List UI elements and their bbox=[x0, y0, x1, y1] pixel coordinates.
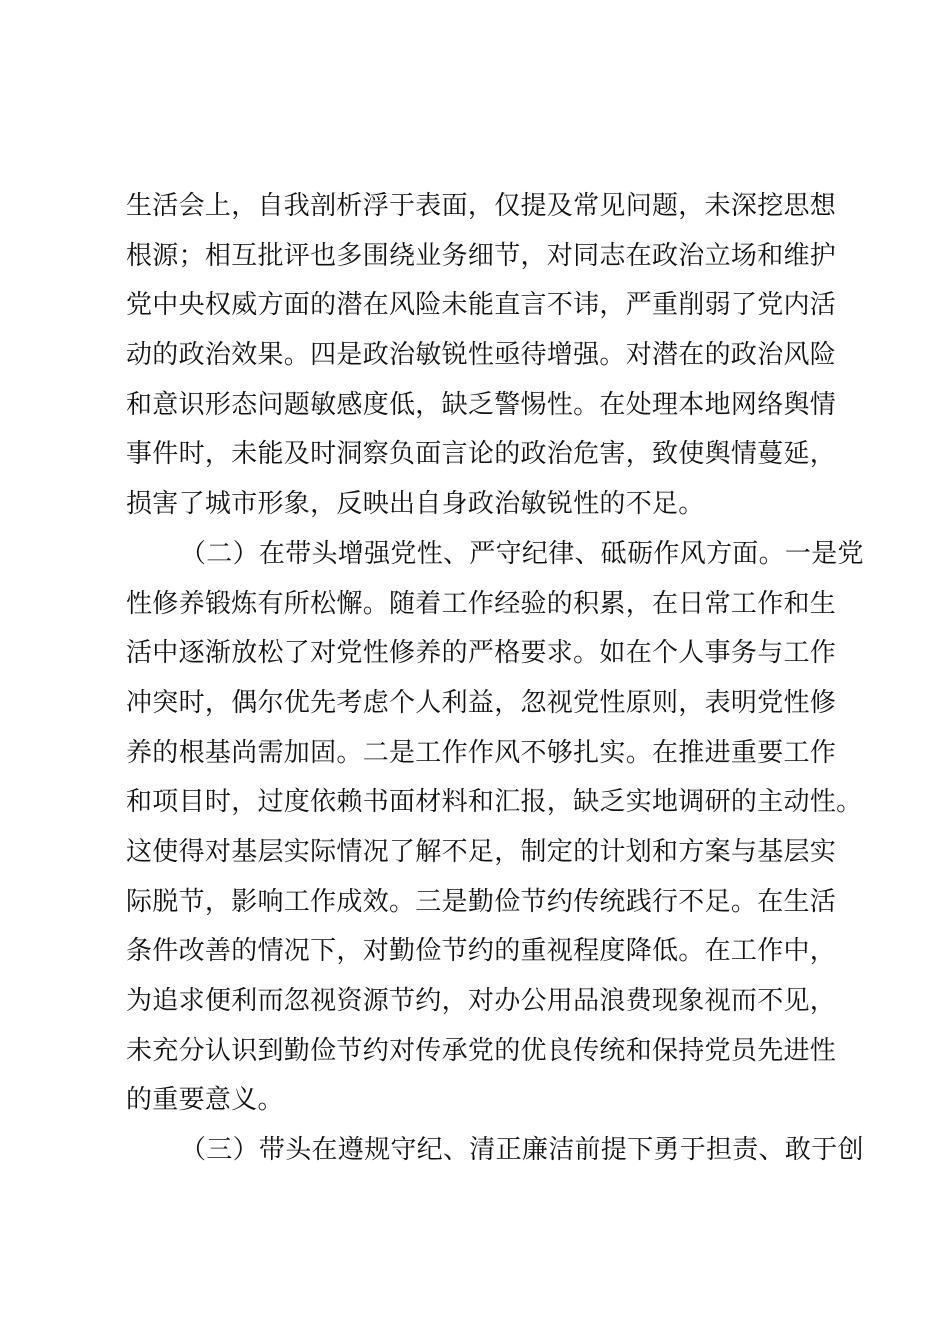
text-line: 事件时，未能及时洞察负面言论的政治危害，致使舆情蔓延， bbox=[126, 439, 837, 470]
text-line: 为追求便利而忽视资源节约，对办公用品浪费现象视而不见， bbox=[126, 986, 837, 1016]
text-line: 和意识形态问题敏感度低，缺乏警惕性。在处理本地网络舆情 bbox=[126, 389, 837, 420]
text-line: 活中逐渐放松了对党性修养的严格要求。如在个人事务与工作 bbox=[126, 638, 837, 669]
text-line: 生活会上，自我剖析浮于表面，仅提及常见问题，未深挖思想 bbox=[126, 191, 837, 221]
text-line: 养的根基尚需加固。二是工作作风不够扎实。在推进重要工作 bbox=[126, 737, 837, 768]
text-line: 条件改善的情况下，对勤俭节约的重视程度降低。在工作中， bbox=[126, 936, 837, 967]
document-body bbox=[126, 182, 864, 1176]
text-line: 性修养锻炼有所松懈。随着工作经验的积累，在日常工作和生 bbox=[126, 588, 837, 619]
paragraph-continued bbox=[126, 182, 837, 530]
section-heading-line: （三）带头在遵规守纪、清正廉洁前提下勇于担责、敢于创 bbox=[180, 1135, 864, 1166]
text-line: 冲突时，偶尔优先考虑个人利益，忽视党性原则，表明党性修 bbox=[126, 687, 837, 718]
paragraph-section-two bbox=[126, 530, 864, 1126]
text-line: 未充分认识到勤俭节约对传承党的优良传统和保持党员先进性 bbox=[126, 1035, 837, 1066]
text-line: 动的政治效果。四是政治敏锐性亟待增强。对潜在的政治风险 bbox=[126, 340, 837, 371]
paragraph-section-three bbox=[126, 1126, 864, 1176]
text-line: 际脱节，影响工作成效。三是勤俭节约传统践行不足。在生活 bbox=[126, 886, 837, 917]
section-heading-line: （二）在带头增强党性、严守纪律、砥砺作风方面。一是党 bbox=[180, 538, 864, 569]
text-line: 党中央权威方面的潜在风险未能直言不讳，严重削弱了党内活 bbox=[126, 290, 837, 321]
text-line: 损害了城市形象，反映出自身政治敏锐性的不足。 bbox=[126, 489, 705, 520]
text-line: 根源；相互批评也多围绕业务细节，对同志在政治立场和维护 bbox=[126, 240, 837, 271]
text-line: 的重要意义。 bbox=[126, 1085, 284, 1116]
text-line: 这使得对基层实际情况了解不足，制定的计划和方案与基层实 bbox=[126, 836, 837, 867]
text-line: 和项目时，过度依赖书面材料和汇报，缺乏实地调研的主动性。 bbox=[126, 787, 863, 818]
